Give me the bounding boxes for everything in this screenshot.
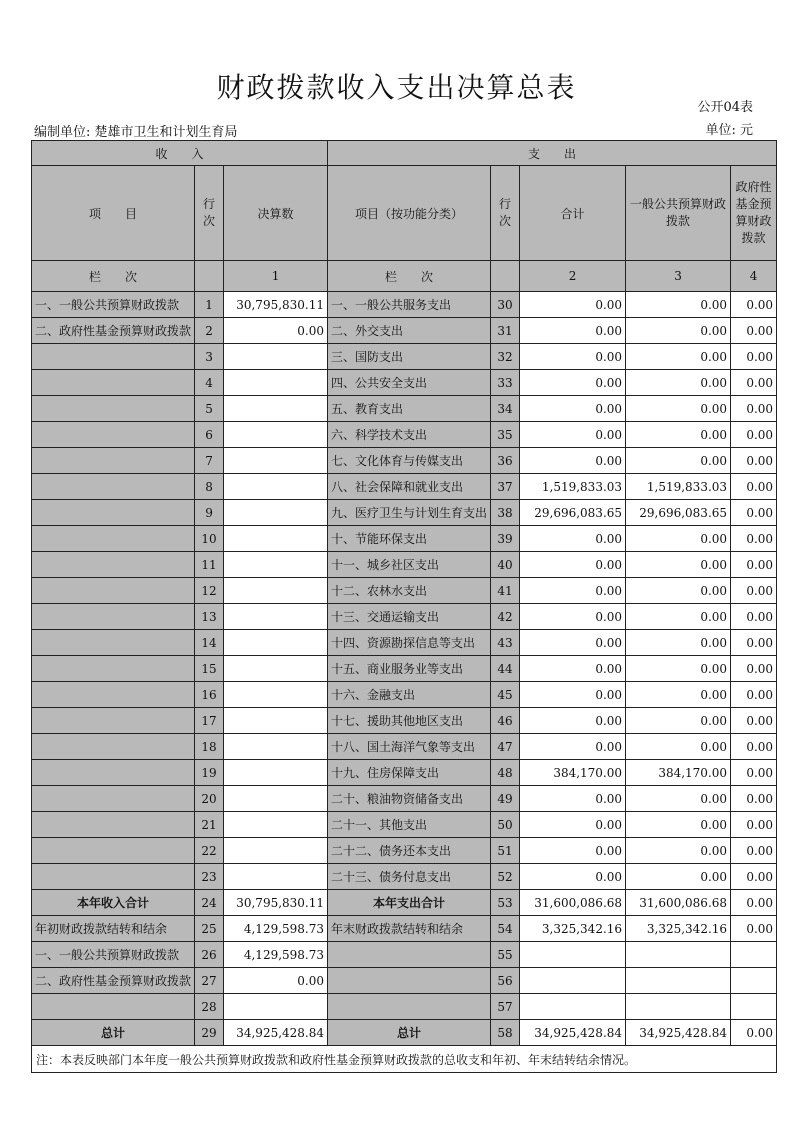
expense-item: 十六、金融支出 [328,682,491,708]
gov-fund-amount: 0.00 [731,448,777,474]
income-amount [224,734,328,760]
expense-line-no: 35 [491,422,520,448]
income-amount: 30,795,830.11 [224,292,328,318]
table-row [32,630,777,656]
total-amount: 3,325,342.16 [520,916,626,942]
gov-fund-amount [731,994,777,1020]
column-index-label: 栏 次 [32,261,195,292]
total-amount [520,994,626,1020]
table-row [32,864,777,890]
table-row [32,526,777,552]
income-line-no: 14 [195,630,224,656]
expense-item: 十九、住房保障支出 [328,760,491,786]
income-amount [224,656,328,682]
total-header: 合计 [520,166,626,261]
income-line-no: 7 [195,448,224,474]
blank-cell [195,261,224,292]
footnote: 注：本表反映部门本年度一般公共预算财政拨款和政府性基金预算财政拨款的总收支和年初、年末结转结余情况。 [32,1046,777,1073]
general-budget-amount [626,994,731,1020]
form-number: 公开04表 [697,100,753,115]
expense-item: 总计 [328,1020,491,1046]
gov-fund-amount: 0.00 [731,396,777,422]
total-amount: 0.00 [520,604,626,630]
expense-item [328,968,491,994]
table-row [32,656,777,682]
income-line-no: 25 [195,916,224,942]
expense-line-no: 31 [491,318,520,344]
general-budget-amount: 29,696,083.65 [626,500,731,526]
expense-item: 本年支出合计 [328,890,491,916]
income-item [32,812,195,838]
gov-fund-amount: 0.00 [731,422,777,448]
expense-line-no: 37 [491,474,520,500]
general-budget-amount: 0.00 [626,344,731,370]
gov-fund-amount: 0.00 [731,916,777,942]
income-item [32,708,195,734]
gov-fund-amount [731,968,777,994]
expense-item: 二十一、其他支出 [328,812,491,838]
general-budget-amount: 0.00 [626,422,731,448]
gov-fund-amount: 0.00 [731,812,777,838]
general-budget-amount: 384,170.00 [626,760,731,786]
gov-fund-amount: 0.00 [731,604,777,630]
total-amount: 0.00 [520,344,626,370]
income-item [32,864,195,890]
expense-item: 二十三、债务付息支出 [328,864,491,890]
expense-line-no: 48 [491,760,520,786]
expense-line-no: 45 [491,682,520,708]
general-budget-amount: 0.00 [626,838,731,864]
total-amount: 0.00 [520,812,626,838]
total-amount: 0.00 [520,422,626,448]
income-item [32,838,195,864]
expense-item: 十一、城乡社区支出 [328,552,491,578]
income-line-no: 4 [195,370,224,396]
general-budget-amount [626,968,731,994]
expense-line-no: 41 [491,578,520,604]
gov-fund-amount: 0.00 [731,682,777,708]
expense-item [328,942,491,968]
general-budget-amount: 3,325,342.16 [626,916,731,942]
general-budget-amount: 0.00 [626,396,731,422]
income-line-no: 9 [195,500,224,526]
gov-fund-amount: 0.00 [731,292,777,318]
total-amount: 0.00 [520,708,626,734]
general-budget-amount: 0.00 [626,682,731,708]
expense-item: 九、医疗卫生与计划生育支出 [328,500,491,526]
general-budget-amount: 0.00 [626,786,731,812]
expense-line-no: 39 [491,526,520,552]
general-budget-amount: 0.00 [626,630,731,656]
income-amount [224,344,328,370]
table-row [32,578,777,604]
expense-item [328,994,491,1020]
income-line-no: 23 [195,864,224,890]
general-budget-amount: 0.00 [626,448,731,474]
table-row [32,916,777,942]
total-amount: 0.00 [520,370,626,396]
total-amount: 0.00 [520,318,626,344]
expense-line-no: 34 [491,396,520,422]
income-amount [224,578,328,604]
expense-line-no: 36 [491,448,520,474]
income-line-no: 22 [195,838,224,864]
income-amount [224,526,328,552]
income-item: 总计 [32,1020,195,1046]
income-line-no: 20 [195,786,224,812]
expense-line-no: 52 [491,864,520,890]
expense-item: 年末财政拨款结转和结余 [328,916,491,942]
gov-fund-amount: 0.00 [731,474,777,500]
gov-fund-amount: 0.00 [731,656,777,682]
expense-item-header: 项目（按功能分类） [328,166,491,261]
income-line-no: 15 [195,656,224,682]
general-budget-header: 一般公共预算财政拨款 [626,166,731,261]
table-row [32,292,777,318]
income-item: 本年收入合计 [32,890,195,916]
expense-line-no: 30 [491,292,520,318]
income-line-no: 1 [195,292,224,318]
table-row [32,890,777,916]
expense-line-no: 40 [491,552,520,578]
income-amount [224,474,328,500]
income-line-no: 26 [195,942,224,968]
total-amount: 29,696,083.65 [520,500,626,526]
income-amount [224,630,328,656]
income-item [32,760,195,786]
income-item: 一、一般公共预算财政拨款 [32,292,195,318]
expense-item: 二十二、债务还本支出 [328,838,491,864]
expense-header: 支 出 [328,141,777,166]
income-line-no: 13 [195,604,224,630]
income-amount: 30,795,830.11 [224,890,328,916]
income-item [32,578,195,604]
table-row [32,500,777,526]
income-item [32,994,195,1020]
income-line-no: 5 [195,396,224,422]
gov-fund-amount: 0.00 [731,786,777,812]
income-amount: 34,925,428.84 [224,1020,328,1046]
table-row [32,942,777,968]
total-amount: 384,170.00 [520,760,626,786]
income-item [32,682,195,708]
income-item [32,552,195,578]
income-line-no: 17 [195,708,224,734]
income-amount [224,370,328,396]
expense-line-no: 44 [491,656,520,682]
table-row [32,370,777,396]
income-item [32,604,195,630]
general-budget-amount [626,942,731,968]
income-item [32,656,195,682]
expense-item: 三、国防支出 [328,344,491,370]
general-budget-amount: 0.00 [626,734,731,760]
income-amount [224,760,328,786]
expense-item: 七、文化体育与传媒支出 [328,448,491,474]
income-item [32,422,195,448]
income-item [32,500,195,526]
income-amount: 4,129,598.73 [224,916,328,942]
income-line-no: 24 [195,890,224,916]
income-amount [224,786,328,812]
gov-fund-amount: 0.00 [731,578,777,604]
gov-fund-amount: 0.00 [731,1020,777,1046]
income-item [32,630,195,656]
income-line-no: 16 [195,682,224,708]
expense-line-no: 42 [491,604,520,630]
income-amount [224,682,328,708]
income-line-no: 27 [195,968,224,994]
income-amount [224,396,328,422]
income-item: 年初财政拨款结转和结余 [32,916,195,942]
final-accounts-table [31,140,777,1073]
income-line-no: 10 [195,526,224,552]
income-line-no: 2 [195,318,224,344]
income-line-no: 29 [195,1020,224,1046]
total-amount: 0.00 [520,578,626,604]
expense-line-header: 行次 [491,166,520,261]
expense-line-no: 38 [491,500,520,526]
general-budget-amount: 0.00 [626,656,731,682]
table-row [32,604,777,630]
total-amount: 0.00 [520,552,626,578]
expense-line-no: 33 [491,370,520,396]
income-header: 收 入 [32,141,328,166]
gov-fund-amount [731,942,777,968]
column-number: 3 [626,261,731,292]
table-row [32,318,777,344]
expense-line-no: 51 [491,838,520,864]
total-amount: 0.00 [520,838,626,864]
total-amount: 0.00 [520,656,626,682]
income-amount [224,448,328,474]
general-budget-amount: 0.00 [626,370,731,396]
total-amount: 34,925,428.84 [520,1020,626,1046]
expense-line-no: 58 [491,1020,520,1046]
gov-fund-amount: 0.00 [731,838,777,864]
table-row [32,448,777,474]
income-item: 一、一般公共预算财政拨款 [32,942,195,968]
income-item [32,786,195,812]
table-row [32,1020,777,1046]
income-line-no: 21 [195,812,224,838]
table-row [32,994,777,1020]
expense-line-no: 49 [491,786,520,812]
total-amount: 0.00 [520,526,626,552]
gov-fund-amount: 0.00 [731,630,777,656]
reporting-unit: 编制单位: 楚雄市卫生和计划生育局 [34,125,238,140]
table-row [32,344,777,370]
income-item [32,526,195,552]
income-line-no: 12 [195,578,224,604]
income-amount [224,864,328,890]
income-item: 二、政府性基金预算财政拨款 [32,968,195,994]
amount-header: 决算数 [224,166,328,261]
expense-item: 六、科学技术支出 [328,422,491,448]
income-amount: 0.00 [224,968,328,994]
total-amount: 0.00 [520,396,626,422]
general-budget-amount: 0.00 [626,318,731,344]
column-number: 4 [731,261,777,292]
income-amount: 4,129,598.73 [224,942,328,968]
income-amount [224,552,328,578]
total-amount: 0.00 [520,682,626,708]
gov-fund-header: 政府性基金预算财政拨款 [731,166,777,261]
expense-item: 十、节能环保支出 [328,526,491,552]
general-budget-amount: 0.00 [626,552,731,578]
income-line-no: 18 [195,734,224,760]
gov-fund-amount: 0.00 [731,760,777,786]
total-amount: 0.00 [520,292,626,318]
expense-line-no: 32 [491,344,520,370]
page-title: 财政拨款收入支出决算总表 [216,71,577,104]
gov-fund-amount: 0.00 [731,370,777,396]
table-row [32,760,777,786]
gov-fund-amount: 0.00 [731,864,777,890]
expense-item: 十八、国土海洋气象等支出 [328,734,491,760]
general-budget-amount: 0.00 [626,604,731,630]
total-amount: 1,519,833.03 [520,474,626,500]
income-item [32,734,195,760]
table-row [32,812,777,838]
gov-fund-amount: 0.00 [731,734,777,760]
expense-line-no: 55 [491,942,520,968]
currency-unit: 单位: 元 [705,123,753,138]
income-line-header: 行次 [195,166,224,261]
general-budget-amount: 31,600,086.68 [626,890,731,916]
income-amount [224,708,328,734]
total-amount: 31,600,086.68 [520,890,626,916]
gov-fund-amount: 0.00 [731,344,777,370]
expense-line-no: 50 [491,812,520,838]
income-amount [224,994,328,1020]
expense-line-no: 43 [491,630,520,656]
note-row [32,1046,777,1073]
table-row [32,396,777,422]
expense-item: 四、公共安全支出 [328,370,491,396]
income-line-no: 8 [195,474,224,500]
expense-item: 十三、交通运输支出 [328,604,491,630]
expense-item: 十七、援助其他地区支出 [328,708,491,734]
gov-fund-amount: 0.00 [731,708,777,734]
table-row [32,968,777,994]
income-amount [224,604,328,630]
total-amount [520,942,626,968]
table-row [32,474,777,500]
expense-line-no: 47 [491,734,520,760]
general-budget-amount: 34,925,428.84 [626,1020,731,1046]
income-item: 二、政府性基金预算财政拨款 [32,318,195,344]
column-number: 1 [224,261,328,292]
expense-item: 一、一般公共服务支出 [328,292,491,318]
expense-line-no: 46 [491,708,520,734]
gov-fund-amount: 0.00 [731,318,777,344]
gov-fund-amount: 0.00 [731,526,777,552]
expense-item: 十五、商业服务业等支出 [328,656,491,682]
income-item [32,396,195,422]
income-item [32,370,195,396]
gov-fund-amount: 0.00 [731,552,777,578]
expense-item: 二十、粮油物资储备支出 [328,786,491,812]
income-item [32,344,195,370]
expense-item: 二、外交支出 [328,318,491,344]
general-budget-amount: 0.00 [626,526,731,552]
column-index-label: 栏 次 [328,261,491,292]
total-amount: 0.00 [520,630,626,656]
income-line-no: 3 [195,344,224,370]
table-row [32,734,777,760]
table-row [32,552,777,578]
general-budget-amount: 0.00 [626,812,731,838]
income-item [32,474,195,500]
expense-item: 十四、资源勘探信息等支出 [328,630,491,656]
income-amount [224,422,328,448]
income-line-no: 28 [195,994,224,1020]
table-row [32,422,777,448]
total-amount: 0.00 [520,734,626,760]
income-amount: 0.00 [224,318,328,344]
income-item-header: 项 目 [32,166,195,261]
income-line-no: 6 [195,422,224,448]
general-budget-amount: 0.00 [626,864,731,890]
general-budget-amount: 1,519,833.03 [626,474,731,500]
blank-cell [491,261,520,292]
general-budget-amount: 0.00 [626,708,731,734]
income-amount [224,812,328,838]
general-budget-amount: 0.00 [626,578,731,604]
general-budget-amount: 0.00 [626,292,731,318]
table-row [32,708,777,734]
total-amount: 0.00 [520,864,626,890]
income-amount [224,838,328,864]
total-amount: 0.00 [520,786,626,812]
table-row [32,682,777,708]
gov-fund-amount: 0.00 [731,890,777,916]
expense-line-no: 56 [491,968,520,994]
expense-line-no: 57 [491,994,520,1020]
expense-line-no: 54 [491,916,520,942]
table-row [32,786,777,812]
column-number: 2 [520,261,626,292]
gov-fund-amount: 0.00 [731,500,777,526]
total-amount: 0.00 [520,448,626,474]
income-amount [224,500,328,526]
expense-item: 五、教育支出 [328,396,491,422]
table-row [32,838,777,864]
income-line-no: 11 [195,552,224,578]
expense-item: 八、社会保障和就业支出 [328,474,491,500]
total-amount [520,968,626,994]
income-item [32,448,195,474]
income-line-no: 19 [195,760,224,786]
expense-item: 十二、农林水支出 [328,578,491,604]
expense-line-no: 53 [491,890,520,916]
